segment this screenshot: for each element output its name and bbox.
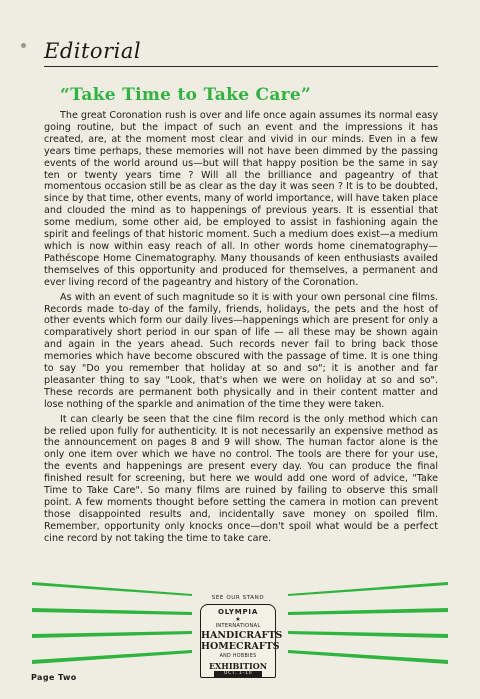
badge-line-homecrafts: HOMECRAFTS	[201, 641, 280, 652]
stripe-right-1	[288, 582, 448, 596]
stripe-right-4	[288, 650, 448, 664]
article-body	[44, 110, 438, 548]
stripe-left-1	[32, 582, 192, 596]
article-paragraph-3: It can clearly be seen that the cine film record is the only method which can be relied upon fully for authenticity. It is not necessarily an expensive method as the announcement on pages 8 and 9 will show. The human factor alone is the only one item over which we have no control. The tools are there for your use, the events and happenings are present every day. You can produce the final finished result for screening, but here we would add one word of advice, "Take Time to Take Care". So many films are ruined by failing to observe this small point. A few moments thought before setting the camera in motion can prevent those disappointed results and, incidentally save money on spoiled film. Remember, opportunity only knocks once—don't spoil what would be a perfect cine record by not taking the time to take care.	[44, 413, 438, 544]
article-headline: “Take Time to Take Care”	[60, 85, 312, 105]
stripe-left-2	[32, 608, 192, 615]
article-paragraph-2: As with an event of such magnitude so it is with your own personal cine films. Records made to-day of the family, friends, holidays, the pets and the host of other events which form our daily lives—happenings which are present for only a comparatively short period in our span of life — all these may be shown again and again in the years ahead. Such records never fail to bring back those memories which have become obscured with the passage of time. It is one thing to say "Do you remember that holiday at so and so"; it is another and far pleasanter thing to say "Look, that's when we were on holiday at so and so". These records are permanent both physically and in their content matter and lose nothing of the sparkle and animation of the time they were taken.	[44, 291, 438, 410]
stripe-left-4	[32, 650, 192, 664]
badge-line-hobbies: AND HOBBIES	[219, 654, 257, 659]
section-divider	[44, 66, 438, 67]
badge-line-handicrafts: HANDICRAFTS	[201, 630, 283, 641]
stripe-right-2	[288, 608, 448, 615]
badge-line-international: INTERNATIONAL	[215, 623, 261, 629]
badge-frame	[200, 604, 283, 678]
article-paragraph-1: The great Coronation rush is over and life once again assumes its normal easy going routine, but the impact of such an event and the impressions it has created, are, at the moment most clear and vivid in our minds. Even in a few years time perhaps, these memories will not have been dimmed by the passing events of the world around us—but will that happy position be the same in say ten or twenty years time ? Will all the brilliance and pageantry of that momentous occasion still be as clear as the day it was seen ? It is to be doubted, since by that time, other events, many of world importance, will have taken place and clouded the mind as to happenings of previous years. It is essential that some medium, some other aid, be employed to assist in fashioning again the spirit and feelings of that historic moment. Such a medium does exist—a medium which is now within easy reach of all. In other words home cinematography—Pathéscope Home Cinematography. Many thousands of keen enthusiasts availed themselves of this opportunity and produced for themselves, a permanent and ever living record of the pageantry and history of the Coronation.	[44, 110, 439, 288]
badge-venue: OLYMPIA	[217, 608, 259, 616]
section-title: Editorial	[44, 39, 142, 63]
punch-hole-dot	[21, 43, 26, 48]
badge-dates: OCT. 1–10	[214, 671, 262, 677]
stripe-left-3	[32, 631, 192, 638]
page-number: Page Two	[31, 673, 77, 682]
star-icon: ★	[235, 616, 241, 623]
badge-line-exhibition: EXHIBITION	[208, 661, 268, 671]
badge-see-our-stand: SEE OUR STAND	[211, 595, 265, 601]
exhibition-badge	[192, 591, 284, 680]
stripe-right-3	[288, 631, 448, 638]
